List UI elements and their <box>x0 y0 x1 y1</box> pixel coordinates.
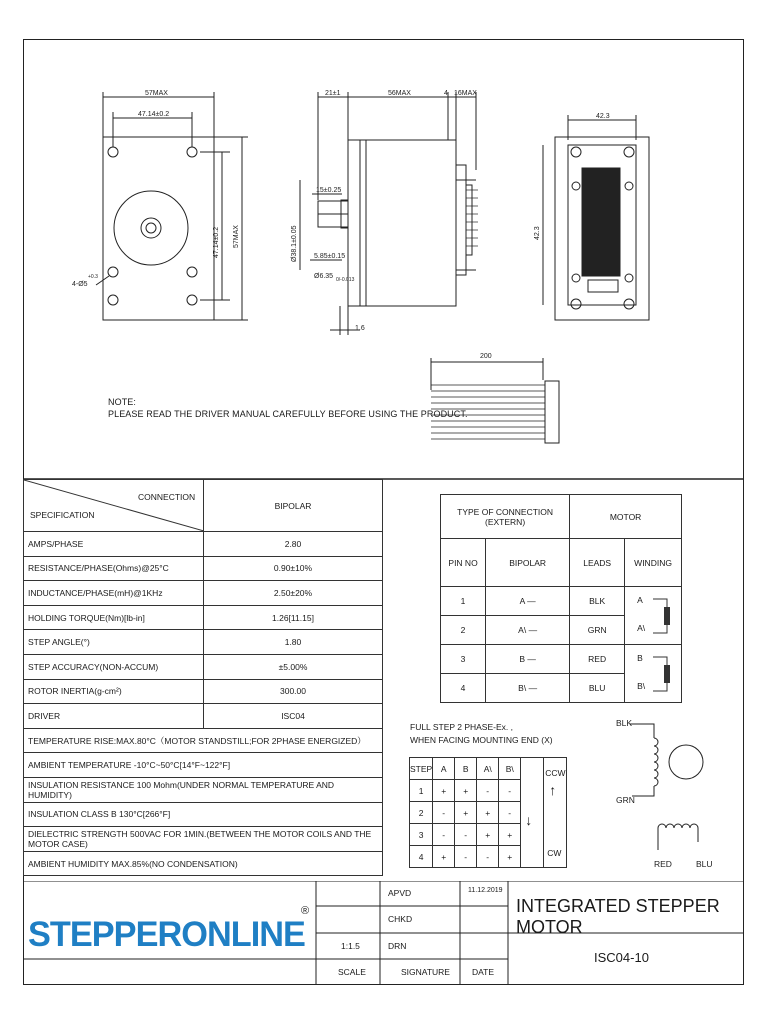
ccw-label: CCW <box>545 768 566 778</box>
connection-row <box>441 645 682 674</box>
col-winding: WINDING <box>625 539 682 587</box>
step-row: 4 + - - + <box>410 846 567 868</box>
sequence-line2: WHEN FACING MOUNTING END (X) <box>410 735 553 745</box>
logo-registered: ® <box>301 905 310 917</box>
pin-no: 2 <box>441 616 486 645</box>
dim-side-b: 16MAX <box>454 90 477 97</box>
bipolar-signal: B\ — <box>486 674 570 703</box>
step-header: STEP <box>410 758 433 780</box>
scale-label: SCALE <box>338 967 366 977</box>
spec-row <box>24 679 383 704</box>
arrow-up-icon: ↑ <box>549 782 557 798</box>
arrow-down-icon: ↓ <box>525 812 533 828</box>
step-header: A\ <box>477 758 499 780</box>
drn-label: DRN <box>388 941 407 951</box>
winding-b-cell <box>625 645 682 703</box>
dim-front-hole-spacing: 47.14±0.2 <box>138 111 170 118</box>
signature-label: SIGNATURE <box>401 967 450 977</box>
front-boss <box>114 191 188 265</box>
winding-a-cell <box>625 587 682 645</box>
spec-value: 1.80 <box>204 630 383 655</box>
connection-table <box>440 494 682 703</box>
spec-header-value: BIPOLAR <box>204 480 383 532</box>
dim-rear-height: 42.3 <box>534 226 541 240</box>
spec-note: AMBIENT TEMPERATURE -10°C~50°C[14°F~122°F] <box>24 753 383 778</box>
lead-color: GRN <box>570 616 625 645</box>
spec-label: ROTOR INERTIA(g-cm²) <box>24 679 204 704</box>
schematic-red: RED <box>654 859 672 869</box>
step-header: B <box>455 758 477 780</box>
lead-color: RED <box>570 645 625 674</box>
direction-cell <box>521 758 544 868</box>
bipolar-signal: B — <box>486 645 570 674</box>
spec-table <box>23 479 383 876</box>
front-shaft-inner <box>146 223 156 233</box>
winding-b-symbol <box>653 651 677 697</box>
spec-value: 0.90±10% <box>204 556 383 581</box>
front-view-outline <box>103 137 214 320</box>
note-text: PLEASE READ THE DRIVER MANUAL CAREFULLY BEFORE USING THE PRODUCT. <box>108 409 468 419</box>
spec-header-connection: CONNECTION <box>138 492 196 502</box>
dim-rear-width: 42.3 <box>596 113 610 120</box>
pin-no: 4 <box>441 674 486 703</box>
spec-value: 1.26[11.15] <box>204 605 383 630</box>
coil-schematic <box>600 712 740 877</box>
col-bipolar: BIPOLAR <box>486 539 570 587</box>
spec-note: AMBIENT HUMIDITY MAX.85%(NO CONDENSATION) <box>24 851 383 876</box>
side-view-body <box>348 140 456 306</box>
spec-row <box>24 581 383 606</box>
dim-cable: 200 <box>480 353 492 360</box>
sequence-line1: FULL STEP 2 PHASE-Ex. , <box>410 722 513 732</box>
col-pin: PIN NO <box>441 539 486 587</box>
drawing-title: INTEGRATED STEPPER MOTOR <box>516 896 720 937</box>
step-row: 2 - + + - <box>410 802 567 824</box>
pin-no: 3 <box>441 645 486 674</box>
chkd-label: CHKD <box>388 914 413 924</box>
spec-label: RESISTANCE/PHASE(Ohms)@25°C <box>24 556 204 581</box>
step-row: 3 - - + + <box>410 824 567 846</box>
scale-value: 1:1.5 <box>341 941 360 951</box>
spec-row <box>24 556 383 581</box>
spec-label: HOLDING TORQUE(Nm)[lb-in] <box>24 605 204 630</box>
spec-value: ISC04 <box>204 704 383 729</box>
connection-row <box>441 587 682 616</box>
dim-shaft-len: 21±1 <box>325 90 341 97</box>
lead-color: BLK <box>570 587 625 616</box>
dim-hole: 4-Ø5 <box>72 281 88 288</box>
spec-row <box>24 605 383 630</box>
spec-row <box>24 704 383 729</box>
spec-row <box>24 630 383 655</box>
dim-flange: 1.6 <box>355 325 365 332</box>
lead-color: BLU <box>570 674 625 703</box>
front-shaft-outer <box>141 218 161 238</box>
spec-label: INDUCTANCE/PHASE(mH)@1KHz <box>24 581 204 606</box>
bipolar-signal: A — <box>486 587 570 616</box>
model-number: ISC04-10 <box>594 950 649 965</box>
dim-front-height: 57MAX <box>233 225 240 248</box>
apvd-label: APVD <box>388 888 412 898</box>
rotor-circle <box>669 745 703 779</box>
bipolar-signal: A\ — <box>486 616 570 645</box>
dim-body-len: 56MAX <box>388 90 411 97</box>
dim-boss: Ø38.1±0.05 <box>291 225 298 262</box>
spec-note: INSULATION CLASS B 130°C[266°F] <box>24 802 383 827</box>
dim-hole-tol: +0.3 <box>88 274 98 280</box>
cw-label: CW <box>547 848 562 858</box>
dim-front-width: 57MAX <box>145 90 168 97</box>
dim-front-hole-v: 47.14±0.2 <box>213 226 220 258</box>
connection-type-label: TYPE OF CONNECTION (EXTERN) <box>441 495 570 539</box>
spec-label: STEP ACCURACY(NON-ACCUM) <box>24 654 204 679</box>
schematic-grn: GRN <box>616 795 635 805</box>
winding-label: A <box>637 595 643 605</box>
connection-motor-label: MOTOR <box>570 495 682 539</box>
step-header: A <box>433 758 455 780</box>
pin-no: 1 <box>441 587 486 616</box>
dim-flat2: 5.85±0.15 <box>314 253 346 260</box>
dim-flat: 15±0.25 <box>316 187 342 194</box>
dim-side-a: 4 <box>444 90 448 97</box>
winding-label: A\ <box>637 623 646 633</box>
spec-header-spec: SPECIFICATION <box>30 510 95 520</box>
spec-note: TEMPERATURE RISE:MAX.80°C（MOTOR STANDSTILL;FOR 2PHASE ENERGIZED） <box>24 728 383 753</box>
date-value: 11.12.2019 <box>468 887 503 894</box>
direction-cell-2 <box>544 758 567 868</box>
spec-header-cell <box>24 480 204 532</box>
spec-note: INSULATION RESISTANCE 100 Mohm(UNDER NORMAL TEMPERATURE AND HUMIDITY) <box>24 777 383 802</box>
winding-label: B <box>637 653 643 663</box>
dim-shaft-tol: 0/-0.013 <box>336 277 355 283</box>
schematic-blu: BLU <box>696 859 713 869</box>
step-row: 1 + + - - <box>410 780 567 802</box>
spec-value: 2.80 <box>204 532 383 557</box>
mechanical-drawing <box>0 0 768 480</box>
step-sequence-table <box>409 757 567 868</box>
winding-label: B\ <box>637 681 646 691</box>
spec-value: 300.00 <box>204 679 383 704</box>
schematic-blk: BLK <box>616 718 633 728</box>
note-title: NOTE: <box>108 397 137 407</box>
stepperonline-logo: STEPPERONLINE <box>28 915 305 954</box>
spec-value: 2.50±20% <box>204 581 383 606</box>
col-leads: LEADS <box>570 539 625 587</box>
spec-row <box>24 532 383 557</box>
spec-label: DRIVER <box>24 704 204 729</box>
winding-a-symbol <box>653 593 677 639</box>
spec-value: ±5.00% <box>204 654 383 679</box>
date-label: DATE <box>472 967 495 977</box>
spec-note: DIELECTRIC STRENGTH 500VAC FOR 1MIN.(BETWEEN THE MOTOR COILS AND THE MOTOR CASE) <box>24 827 383 852</box>
spec-label: STEP ANGLE(°) <box>24 630 204 655</box>
step-header: B\ <box>499 758 521 780</box>
dim-shaft: Ø6.35 <box>314 273 334 280</box>
spec-label: AMPS/PHASE <box>24 532 204 557</box>
spec-row <box>24 654 383 679</box>
